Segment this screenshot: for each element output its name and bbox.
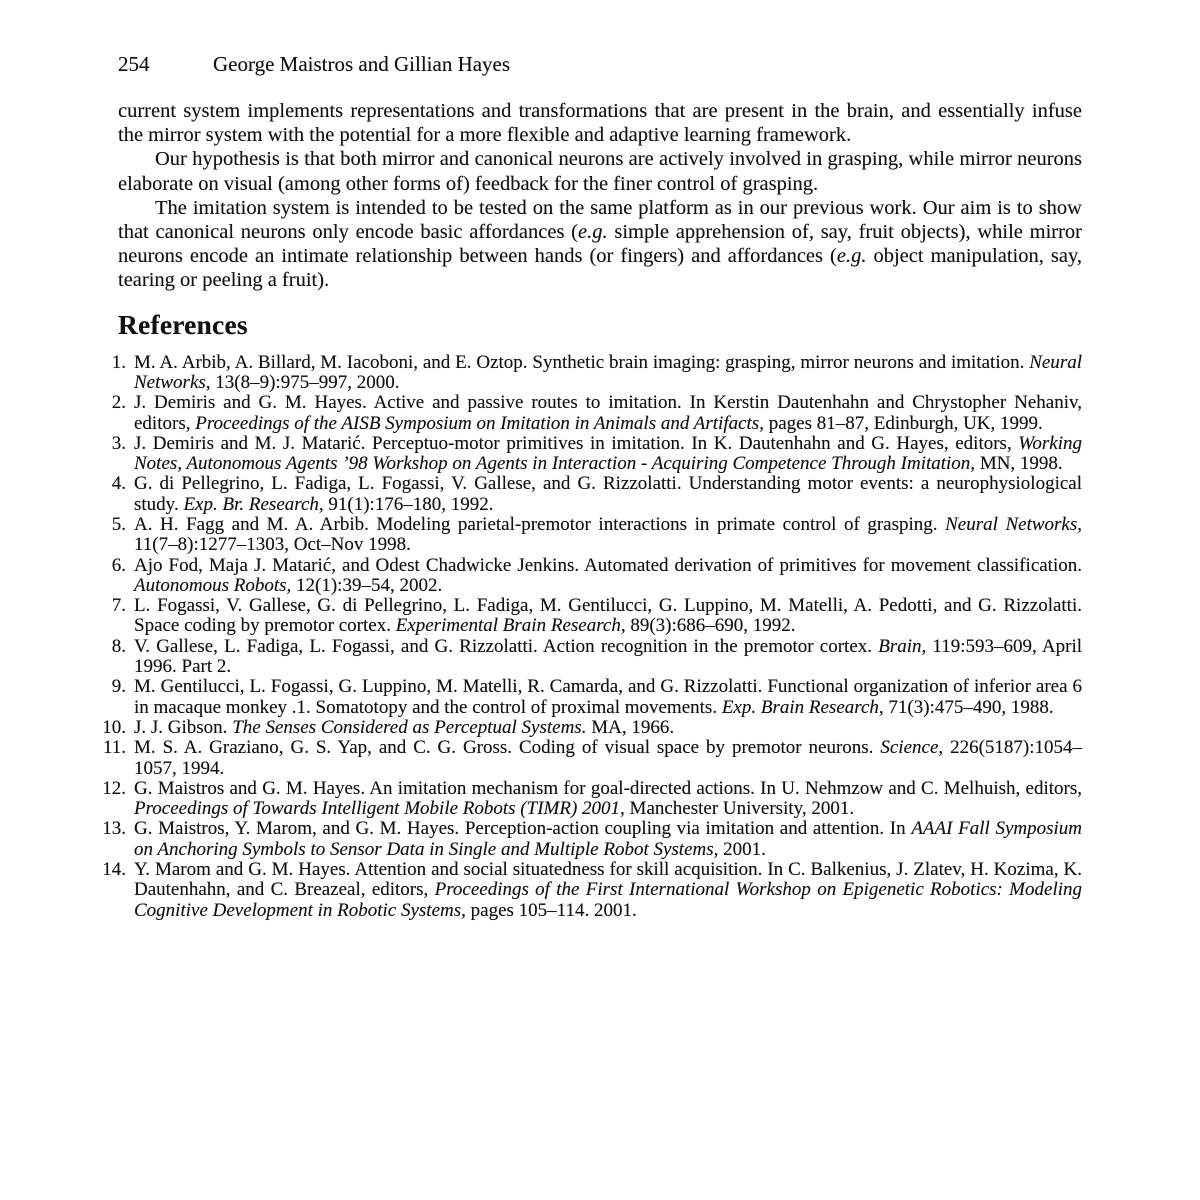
reference-item [111,635,1082,678]
reference-number: 10. [102,716,126,738]
reference-text [134,819,1082,860]
reference-text [134,515,1082,556]
text-segment: L. Fogassi, V. Gallese, G. di Pellegrino, L. Fadiga, M. Gentilucci, G. Luppino, M. Matelli, A. Pedotti, and G. Rizzolatti. Space coding by premotor cortex. [134,595,1082,637]
text-segment: pages 81–87, Edinburgh, UK, 1999. [763,412,1043,434]
reference-number: 12. [102,777,126,799]
italic-text-segment: Autonomous Robots, [134,574,292,596]
reference-number: 4. [111,473,126,495]
text-segment: 2001. [718,838,766,860]
italic-text-segment: AAAI Fall Symposium on Anchoring Symbols to Sensor Data in Single and Multiple Robot Systems, [134,818,1083,860]
text-segment: object manipulation, say, tearing or peeling a fruit). [118,245,1082,292]
reference-item [102,777,1082,820]
italic-text-segment: Working Notes, Autonomous Agents ’98 Workshop on Agents in Interaction - Acquiring Competence Through Imitation, [134,432,1082,475]
reference-text [134,718,1082,738]
italic-text-segment: Experimental Brain Research, [395,615,626,637]
references-heading: References [118,308,248,340]
text-segment: M. Gentilucci, L. Fogassi, G. Luppino, M. Matelli, R. Camarda, and G. Rizzolatti. Functional organization of inferior area 6 in macaque monkey .1. Somatotopy and the control of proximal movements. [134,676,1082,718]
reference-number: 5. [111,514,126,535]
text-segment: Manchester University, 2001. [624,798,855,820]
text-segment: A. H. Fagg and M. A. Arbib. Modeling parietal-premotor interactions in primate control of grasping. [134,514,946,535]
reference-text [134,779,1082,820]
reference-item [111,351,1082,394]
reference-text [134,637,1082,678]
reference-text [134,596,1082,637]
text-segment: simple apprehension of, say, fruit objects), while mirror neurons encode an intimate relationship between hands (or fingers) and affordances ( [118,221,1082,268]
reference-number: 2. [111,392,126,414]
reference-item [102,737,1083,779]
italic-text-segment: Science, [880,737,944,759]
reference-number: 1. [111,351,126,373]
italic-text-segment: e.g. [836,245,867,268]
reference-text [134,860,1082,921]
text-segment: Ajo Fod, Maja J. Matarić, and Odest Chadwicke Jenkins. Automated derivation of primitives for movement classification. [134,554,1082,576]
text-segment: The imitation system is intended to be tested on the same platform as in our previous work. Our aim is to show that canonical neurons only encode basic affordances ( [118,196,1082,244]
reference-number: 14. [102,859,126,881]
reference-item [111,514,1082,556]
text-segment: 226(5187):1054–1057, 1994. [134,737,1083,779]
reference-item [111,432,1082,475]
reference-number: 9. [111,676,126,698]
reference-text [134,474,1082,515]
text-segment: 13(8–9):975–997, 2000. [210,371,400,393]
text-segment: 71(3):475–490, 1988. [883,696,1054,718]
reference-text [134,434,1082,475]
italic-text-segment: Proceedings of the First International Workshop on Epigenetic Robotics: Modeling Cognitive Development in Robotic Systems, [134,879,1082,921]
italic-text-segment: e.g. [578,221,608,244]
page-number: 254 [118,52,150,76]
reference-item [102,859,1082,921]
reference-text [134,677,1082,718]
reference-item [111,676,1082,718]
italic-text-segment: Exp. Br. Research, [183,493,324,515]
reference-text [134,738,1082,779]
text-segment: 12(1):39–54, 2002. [291,574,443,596]
body-paragraph [118,147,1082,195]
italic-text-segment: Proceedings of the AISB Symposium on Imitation in Animals and Artifacts, [195,412,764,434]
reference-number: 6. [111,554,126,576]
text-segment: G. Maistros and G. M. Hayes. An imitation mechanism for goal-directed actions. In U. Nehmzow and C. Melhuish, editors, [134,777,1082,799]
italic-text-segment: Neural Networks, [134,351,1082,393]
reference-item [111,554,1082,597]
reference-number: 13. [102,818,126,840]
reference-item [111,392,1082,434]
text-segment: MA, 1966. [586,716,675,738]
body-text [118,99,1082,293]
text-segment: M. S. A. Graziano, G. S. Yap, and C. G. Gross. Coding of visual space by premotor neurons. [134,737,881,759]
italic-text-segment: Brain, [878,635,927,657]
italic-text-segment: Proceedings of Towards Intelligent Mobile Robots (TIMR) 2001, [134,798,625,820]
text-segment: current system implements representations and transformations that are present in the brain, and essentially infuse the mirror system with the potential for a more flexible and adaptive learning framework. [118,100,1082,147]
reference-number: 8. [111,635,126,657]
reference-number: 7. [111,595,126,617]
references-list [102,351,1083,921]
text-segment: 89(3):686–690, 1992. [625,615,796,637]
text-segment: V. Gallese, L. Fadiga, L. Fogassi, and G. Rizzolatti. Action recognition in the premotor cortex. [134,635,879,657]
italic-text-segment: Exp. Brain Research, [721,696,884,718]
reference-text [134,393,1082,434]
reference-item [111,473,1082,515]
running-header [118,52,1082,76]
running-title: George Maistros and Gillian Hayes [213,52,511,76]
text-segment: Y. Marom and G. M. Hayes. Attention and social situatedness for skill acquisition. In C. Balkenius, J. Zlatev, H. Kozima, K. Dautenhahn, and C. Breazeal, editors, [134,859,1082,901]
body-paragraph [118,99,1082,147]
reference-number: 3. [111,432,126,454]
reference-item [111,595,1082,637]
reference-text [134,556,1082,597]
text-segment: 119:593–609, April 1996. Part 2. [134,635,1082,678]
reference-item [102,818,1083,860]
text-segment: M. A. Arbib, A. Billard, M. Iacoboni, and E. Oztop. Synthetic brain imaging: grasping, mirror neurons and imitation. [134,351,1030,373]
text-segment: G. di Pellegrino, L. Fadiga, L. Fogassi, V. Gallese, and G. Rizzolatti. Understanding motor events: a neurophysiological study. [134,473,1082,515]
text-segment: J. Demiris and G. M. Hayes. Active and passive routes to imitation. In Kerstin Dautenhahn and Chrystopher Nehaniv, editors, [134,392,1082,434]
text-segment: Our hypothesis is that both mirror and canonical neurons are actively involved in grasping, while mirror neurons elaborate on visual (among other forms of) feedback for the finer control of grasping. [118,148,1082,195]
text-segment: J. Demiris and M. J. Matarić. Perceptuo-motor primitives in imitation. In K. Dautenhahn and G. Hayes, editors, [134,432,1019,454]
italic-text-segment: The Senses Considered as Perceptual Systems. [232,716,587,738]
reference-item [102,716,1082,738]
text-segment: MN, 1998. [975,453,1063,475]
text-segment: 11(7–8):1277–1303, Oct–Nov 1998. [134,534,411,556]
text-segment: J. J. Gibson. [134,716,233,738]
reference-text [134,353,1082,394]
body-paragraph [118,196,1082,293]
italic-text-segment: Neural Networks, [945,514,1082,535]
text-segment: 91(1):176–180, 1992. [323,493,494,515]
text-segment: G. Maistros, Y. Marom, and G. M. Hayes. Perception-action coupling via imitation and attention. In [134,818,912,840]
reference-number: 11. [102,737,126,759]
text-segment: pages 105–114. 2001. [465,899,637,921]
